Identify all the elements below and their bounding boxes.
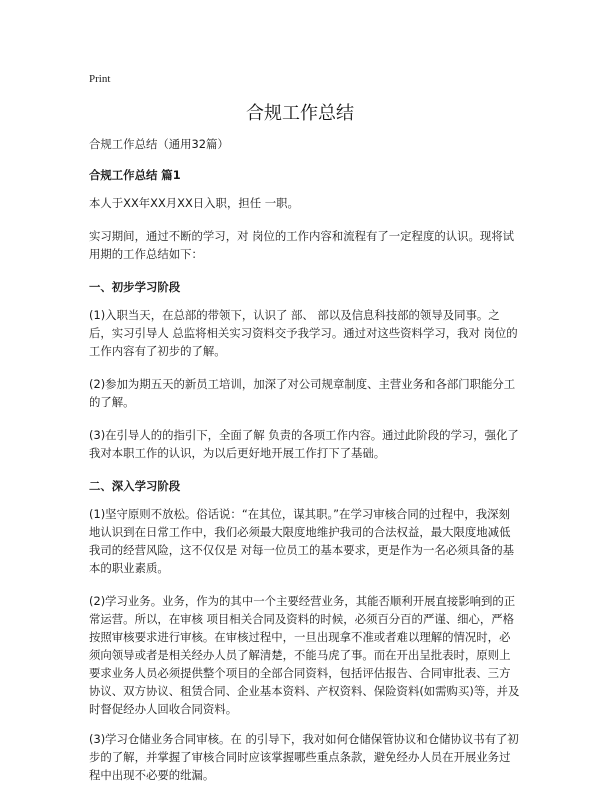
print-label: Print [89, 73, 111, 85]
article-heading: 合规工作总结 篇1 [89, 168, 181, 182]
intro-paragraph-2: 实习期间，通过不断的学习，对 岗位的工作内容和流程有了一定程度的认识。现将试用期的工作总结如下： [89, 229, 515, 261]
section-1-paragraph-3: (3)在引导人的的指引下，全面了解 负责的各项工作内容。通过此阶段的学习，强化了我对本职工作的认识，为以后更好地开展工作打下了基础。 [89, 428, 519, 460]
section-1-heading: 一、初步学习阶段 [89, 280, 181, 294]
intro-paragraph-1: 本人于XX年XX月XX日入职，担任 一职。 [89, 196, 299, 210]
section-2-paragraph-2: (2)学习业务。业务，作为的其中一个主要经营业务，其能否顺利开展直接影响到的正常运营。所以，在审核 项目相关合同及资料的时候，必须百分百的严谨、细心，严格按照审核要求进行审核。在审核过程中，一旦出现拿不准或者难以理解的情况时，必须向领导或者是相关经办人员了解清楚，不能马虎了事。而在开出呈批表时，原则上要求业务人员必须提供整个项目的全部合同资料，包括评估报告、合同审批表、三方协议、双方协议、租赁合同、企业基本资料、产权资料、保险资料(如需购买)等，并及时督促经办人回收合同资料。 [89, 594, 520, 716]
document-body [89, 135, 521, 799]
document-title: 合规工作总结 [246, 103, 354, 124]
section-1-paragraph-1: (1)入职当天，在总部的带领下，认识了 部、 部以及信息科技部的领导及同事。之后，实习引导人 总监将相关实习资料交予我学习。通过对这些资料学习，我对 岗位的工作内容有了初步的了解。 [89, 308, 518, 358]
section-2-paragraph-3: (3)学习仓储业务合同审核。在 的引导下，我对如何仓储保管协议和仓储协议书有了初步的了解，并掌握了审核合同时应该掌握哪些重点条款，避免经办人员在开展业务过程中出现不必要的纰漏。 [89, 732, 519, 782]
document-subtitle: 合规工作总结（通用32篇） [89, 137, 229, 151]
section-2-heading: 二、深入学习阶段 [89, 479, 181, 493]
section-2-paragraph-1: (1)坚守原则不放松。俗话说：“在其位，谋其职。”在学习审核合同的过程中，我深刻地认识到在日常工作中，我们必须最大限度地维护我司的合法权益，最大限度地减低我司的经营风险，这不仅仅是 对每一位员工的基本要求，更是作为一名必须具备的基本的职业素质。 [89, 507, 515, 575]
section-1-paragraph-2: (2)参加为期五天的新员工培训，加深了对公司规章制度、主营业务和各部门职能分工的了解。 [89, 377, 516, 409]
